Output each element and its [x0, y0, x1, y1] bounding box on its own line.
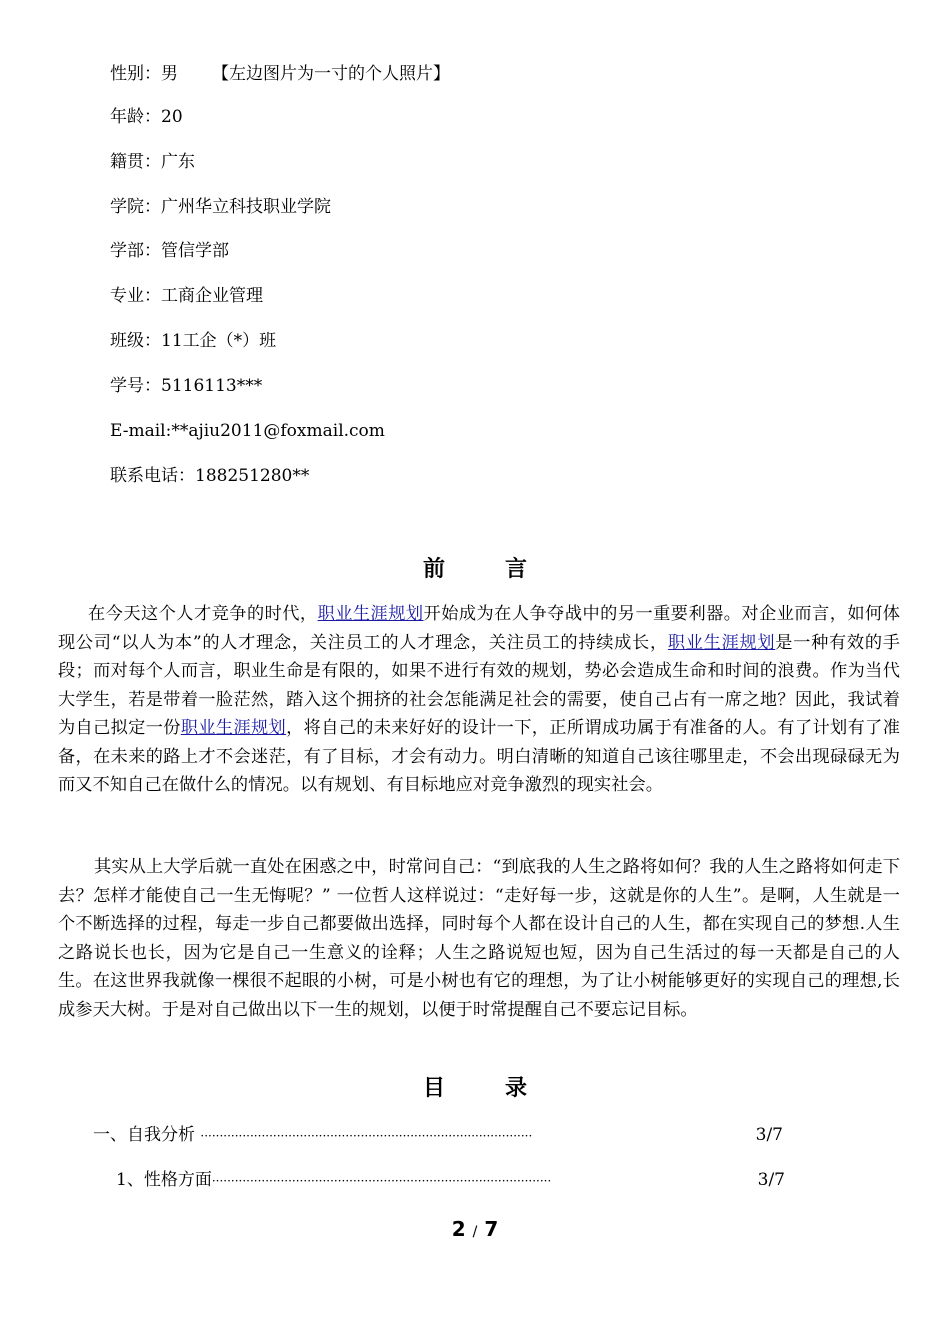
p1-text-a: 在今天这个人才竞争的时代，: [88, 604, 318, 624]
class-line: 班级：11工企（*）班: [110, 331, 277, 351]
toc-entry-self-analysis[interactable]: [93, 1124, 783, 1147]
email-line: E-mail:**ajiu2011@foxmail.com: [110, 421, 385, 441]
career-planning-link-1[interactable]: 职业生涯规划: [317, 604, 424, 624]
preface-title: [0, 556, 950, 584]
department-line: 学部：管信学部: [110, 241, 229, 261]
p1-text-c: 是一种有效的手段；而对每个人而言，职业生命是有限的，如果不进行有效的规划，势必会造成生命和时间的浪费。作为当代大学生，若是带着一脸茫然，踏入这个拥挤的社会怎能满足社会的需要，使自己占有一席之地？因此，我试着为自己拟定一份: [58, 632, 901, 738]
gender-text: 性别：男: [110, 64, 178, 84]
toc-title: [0, 1075, 950, 1103]
phone-line: 联系电话：188251280**: [110, 466, 310, 486]
career-planning-link-3[interactable]: 职业生涯规划: [180, 718, 287, 738]
gender-line: [110, 63, 450, 85]
hometown-line: 籍贯：广东: [110, 152, 195, 172]
major-line: 专业：工商企业管理: [110, 286, 263, 306]
preface-title-a: 前: [422, 557, 445, 582]
toc-entry-personality[interactable]: [116, 1169, 785, 1192]
toc-entry-page: 3/7: [755, 1125, 783, 1145]
toc-leader-dots: ·······················································································: [200, 1129, 533, 1143]
toc-leader-dots: ·························································································: [211, 1174, 552, 1188]
page-separator: /: [472, 1224, 478, 1240]
p1-text-d: ，将自己的未来好好的设计一下，正所谓成功属于有准备的人。有了计划有了准备，在未来的路上才不会迷茫，有了目标，才会有动力。明白清晰的知道自己该往哪里走，不会出现碌碌无为而又不知自己在做什么的情况。以有规划、有目标地应对竞争激烈的现实社会。: [58, 718, 900, 795]
toc-entry-label: 一、自我分析: [93, 1125, 201, 1145]
photo-note: 【左边图片为一寸的个人照片】: [212, 64, 450, 84]
preface-paragraph-1: [58, 600, 900, 800]
toc-title-b: 录: [505, 1076, 528, 1101]
page-number: [0, 1217, 950, 1241]
student-id-line: 学号：5116113***: [110, 376, 263, 396]
age-line: 年龄：20: [110, 107, 183, 127]
toc-entry-label: 1、性格方面: [116, 1170, 212, 1190]
toc-title-a: 目: [422, 1076, 445, 1101]
career-planning-link-2[interactable]: 职业生涯规划: [667, 632, 776, 653]
preface-title-b: 言: [505, 557, 528, 582]
page-current: 2: [451, 1217, 466, 1241]
college-line: 学院：广州华立科技职业学院: [110, 197, 331, 217]
preface-paragraph-2: 其实从上大学后就一直处在困惑之中，时常问自己：“到底我的人生之路将如何？我的人生之路将如何走下去？怎样才能使自己一生无悔呢？” 一位哲人这样说过：“走好每一步，这就是你的人生”。是啊，人生就是一个不断选择的过程，每走一步自己都要做出选择，同时每个人都在设计自己的人生，都在实现自己的梦想.人生之路说长也长，因为它是自己一生意义的诠释；人生之路说短也短，因为自己生活过的每一天都是自己的人生。在这世界我就像一棵很不起眼的小树，可是小树也有它的理想，为了让小树能够更好的实现自己的理想,长成参天大树。于是对自己做出以下一生的规划，以便于时常提醒自己不要忘记目标。: [58, 857, 900, 1020]
toc-entry-page: 3/7: [757, 1170, 785, 1190]
p1-text-b: 开始成为在人争夺战中的另一重要利器。对企业而言，如何体现公司“以人为本”的人才理念，关注员工的人才理念，关注员工的持续成长，: [58, 604, 900, 653]
page-total: 7: [484, 1217, 499, 1241]
